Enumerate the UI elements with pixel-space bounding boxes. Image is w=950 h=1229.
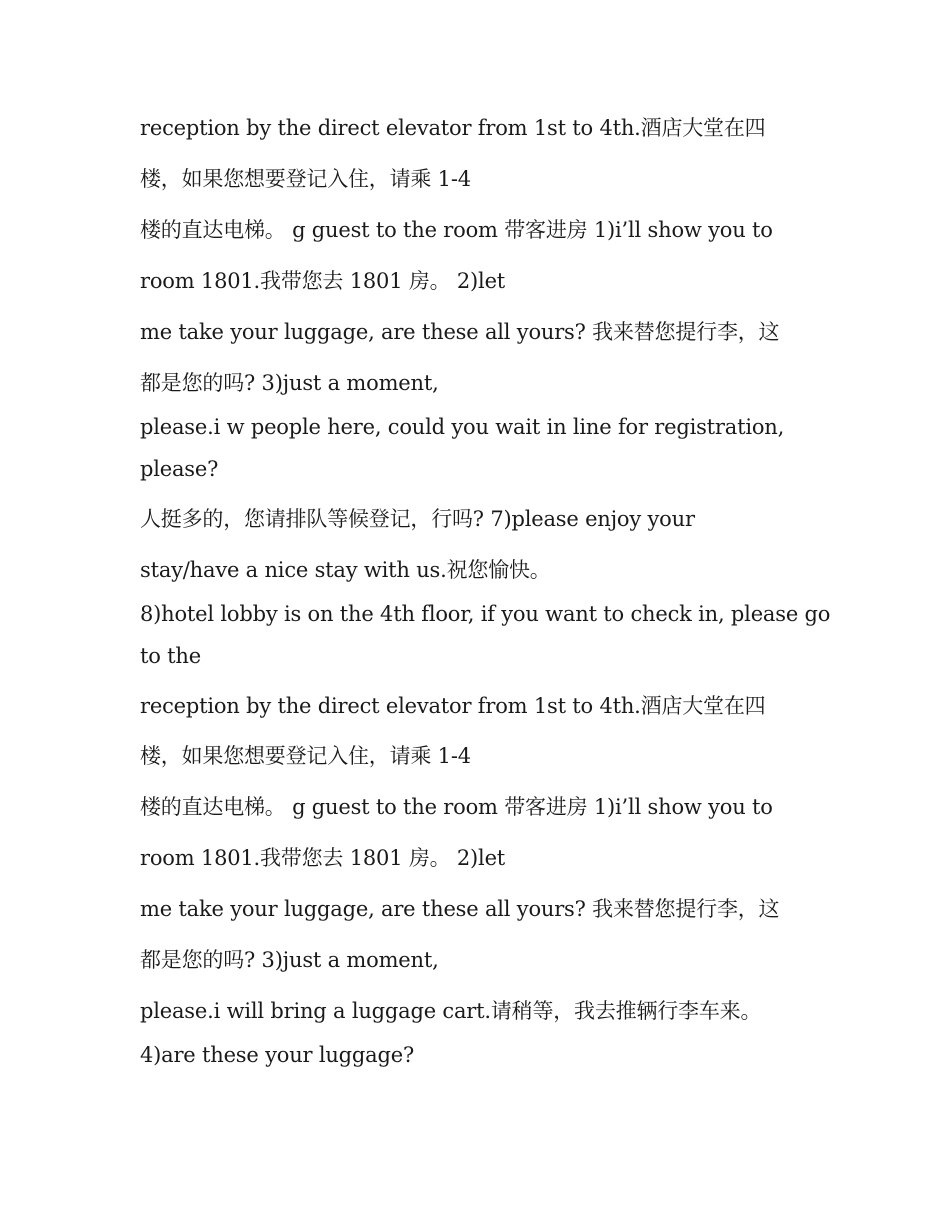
text-line: 8)hotel lobby is on the 4th floor, if you want to check in, please go — [140, 602, 831, 626]
text-line: me take your luggage, are these all yours? 我来替您提行李，这 — [140, 897, 780, 921]
text-line: room 1801.我带您去 1801 房。 2)let — [140, 846, 506, 870]
text-line: please.i will bring a luggage cart.请稍等，我去推辆行李车来。 — [140, 999, 762, 1023]
text-line: please.i w people here, could you wait in line for registration, — [140, 415, 785, 439]
text-line: room 1801.我带您去 1801 房。 2)let — [140, 269, 506, 293]
text-line: to the — [140, 644, 201, 668]
text-line: 楼，如果您想要登记入住，请乘 1-4 — [140, 744, 471, 768]
text-line: please? — [140, 457, 219, 481]
text-line: me take your luggage, are these all yours? 我来替您提行李，这 — [140, 320, 780, 344]
text-line: 楼的直达电梯。 g guest to the room 带客进房 1)i’ll show you to — [140, 795, 773, 819]
text-line: 4)are these your luggage? — [140, 1043, 415, 1067]
text-line: 楼，如果您想要登记入住，请乘 1-4 — [140, 167, 471, 191]
text-line: stay/have a nice stay with us.祝您愉快。 — [140, 558, 551, 582]
text-line: 都是您的吗? 3)just a moment, — [140, 948, 439, 972]
text-line: 都是您的吗? 3)just a moment, — [140, 371, 439, 395]
text-line: 楼的直达电梯。 g guest to the room 带客进房 1)i’ll show you to — [140, 218, 773, 242]
text-line: reception by the direct elevator from 1st to 4th.酒店大堂在四 — [140, 694, 766, 718]
text-line: reception by the direct elevator from 1st to 4th.酒店大堂在四 — [140, 116, 766, 140]
text-line: 人挺多的，您请排队等候登记，行吗? 7)please enjoy your — [140, 507, 695, 531]
